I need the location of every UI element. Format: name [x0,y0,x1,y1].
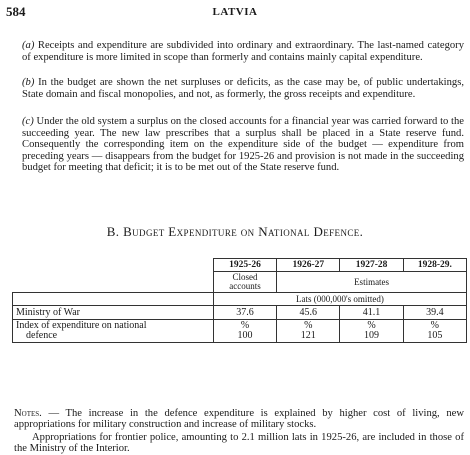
table-cell: 45.6 [277,306,340,320]
table-corner [13,259,214,293]
paragraph-b [22,77,464,100]
row-label-line: defence [26,330,58,341]
notes [14,408,464,455]
cell-value: 121 [300,330,316,341]
cell-value: 105 [427,330,443,341]
table-unit-row [13,293,467,306]
table-row [13,306,467,320]
percent-sign: % [240,320,250,331]
year-header: 1925-26 [213,259,276,272]
running-header: LATVIA [212,6,258,18]
section-letter: B. [106,224,120,239]
paragraph-c [22,116,464,174]
year-header: 1927-28 [340,259,403,272]
table-cell [213,320,276,343]
section-heading: Budget Expenditure on National Defence. [123,224,364,239]
table-row [13,320,467,343]
paragraph-b-label: (b) [22,77,35,88]
percent-sign: % [430,320,439,331]
table-cell [403,320,466,343]
closed-accounts-label: Closed accounts [213,272,276,293]
row-label: Ministry of War [13,306,214,320]
unit-label: Lats (000,000's omitted) [213,293,466,306]
unit-row-blank [13,293,214,306]
percent-sign: % [304,320,313,331]
notes-text: — The increase in the defence expenditure is explained by higher cost of living, new appropriations for military construction and increase of military stocks. [14,408,465,431]
table-cell [277,320,340,343]
page-number: 584 [6,4,26,19]
table-cell: 39.4 [403,306,466,320]
row-label-line: Index of expenditure on national [16,320,147,331]
cell-value: 109 [364,330,380,341]
year-header: 1926-27 [277,259,340,272]
year-header: 1928-29. [403,259,466,272]
row-label [13,320,214,343]
table-header-years [13,259,467,272]
percent-sign: % [367,320,376,331]
table-cell: 37.6 [213,306,276,320]
paragraph-a-label: (a) [22,40,35,51]
notes-heading: Notes. [14,408,42,419]
paragraph-a-text: Receipts and expenditure are subdivided into ordinary and extraordinary. The last-named category of expenditure is more limited in scope than formerly and contains mainly capital expenditure. [22,40,464,63]
notes-text: Appropriations for frontier police, amounting to 2.1 million lats in 1925-26, are included in those of the Ministry of the Interior. [14,431,464,455]
paragraph-b-text: In the budget are shown the net surpluses or deficits, as the case may be, of public undertakings, State domain and fiscal monopolies, and not, as formerly, the gross receipts and expenditure. [22,77,464,100]
cell-value: 100 [237,330,253,341]
section-title [0,224,470,240]
estimates-label: Estimates [277,272,467,293]
table-cell [340,320,403,343]
paragraph-a [22,40,464,63]
paragraph-c-label: (c) [22,116,34,127]
budget-table [12,258,467,343]
table-cell: 41.1 [340,306,403,320]
paragraph-c-text: Under the old system a surplus on the closed accounts for a financial year was carried forward to the succeeding year. The new law prescribes that a surplus shall be placed in a State reserve fund. Consequently the corresponding item on the expenditure side of the budget — expenditure from preceding years — disappears from the budget for 1925-26 and provision is not made in the succeeding budget for meeting that deficit; it is to be met out of the State reserve fund. [22,116,464,174]
